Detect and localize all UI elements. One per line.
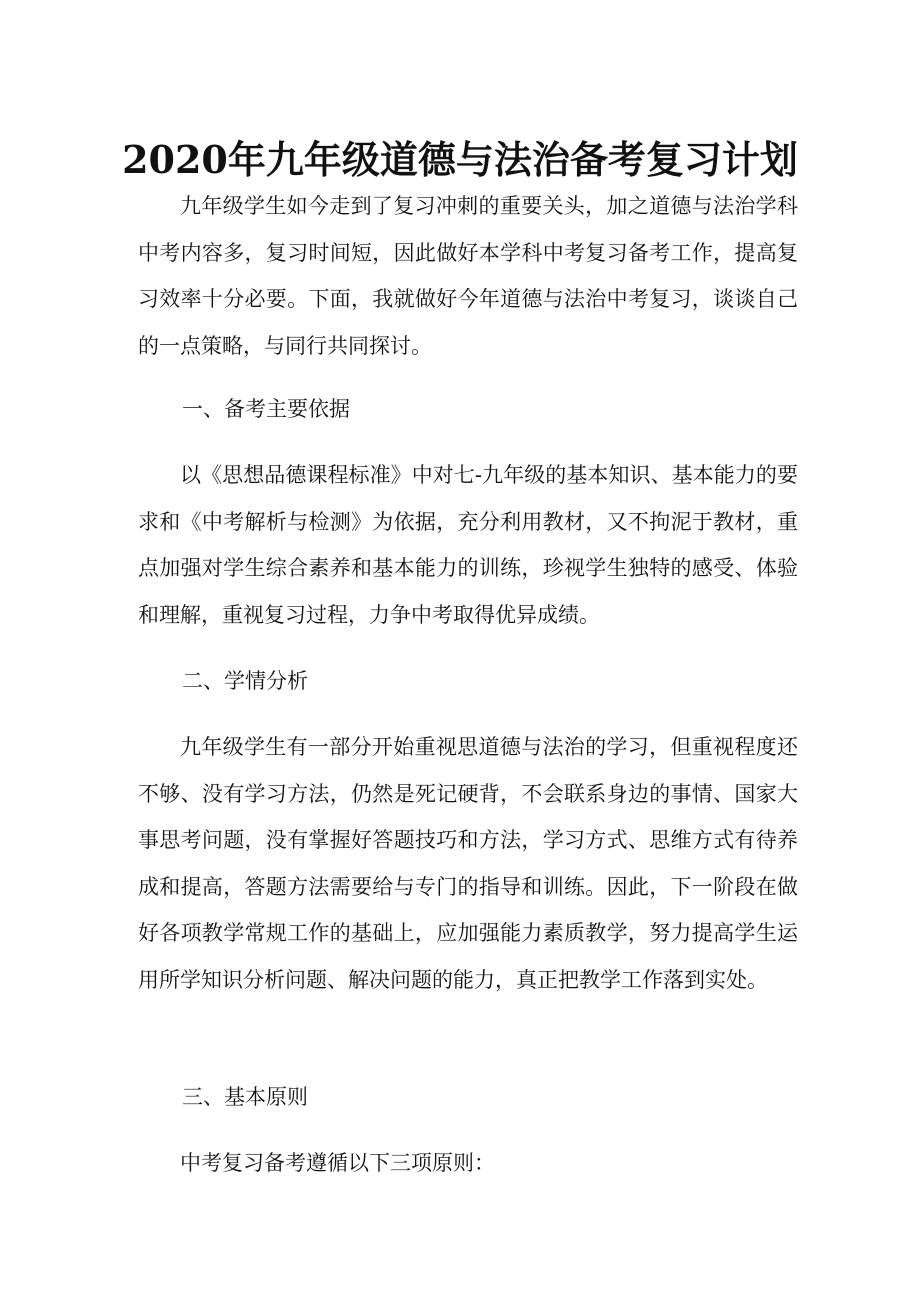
section-body-basis: 以《思想品德课程标准》中对七-九年级的基本知识、基本能力的要求和《中考解析与检测》为依据，充分利用教材，又不拘泥于教材，重点加强对学生综合素养和基本能力的训练，珍视学生独特的感受、体验和理解，重视复习过程，力争中考取得优异成绩。 [138, 463, 798, 627]
section-body-principles: 中考复习备考遵循以下三项原则： [180, 1151, 495, 1175]
section-body-analysis: 九年级学生有一部分开始重视思道德与法治的学习，但重视程度还不够、没有学习方法，仍然是死记硬背，不会联系身边的事情、国家大事思考问题，没有掌握好答题技巧和方法，学习方式、思维方式有待养成和提高，答题方法需要给与专门的指导和训练。因此，下一阶段在做好各项教学常规工作的基础上，应加强能力素质教学，努力提高学生运用所学知识分析问题、解决问题的能力，真正把教学工作落到实处。 [138, 735, 798, 992]
document-title: 2020年九年级道德与法治备考复习计划 [122, 137, 798, 183]
intro-paragraph: 九年级学生如今走到了复习冲刺的重要关头，加之道德与法治学科中考内容多，复习时间短，因此做好本学科中考复习备考工作，提高复习效率十分必要。下面，我就做好今年道德与法治中考复习，谈谈自己的一点策略，与同行共同探讨。 [138, 194, 798, 358]
section-heading-principles: 三、基本原则 [182, 1085, 308, 1109]
section-heading-basis: 一、备考主要依据 [182, 397, 350, 421]
section-heading-analysis: 二、学情分析 [182, 669, 308, 693]
